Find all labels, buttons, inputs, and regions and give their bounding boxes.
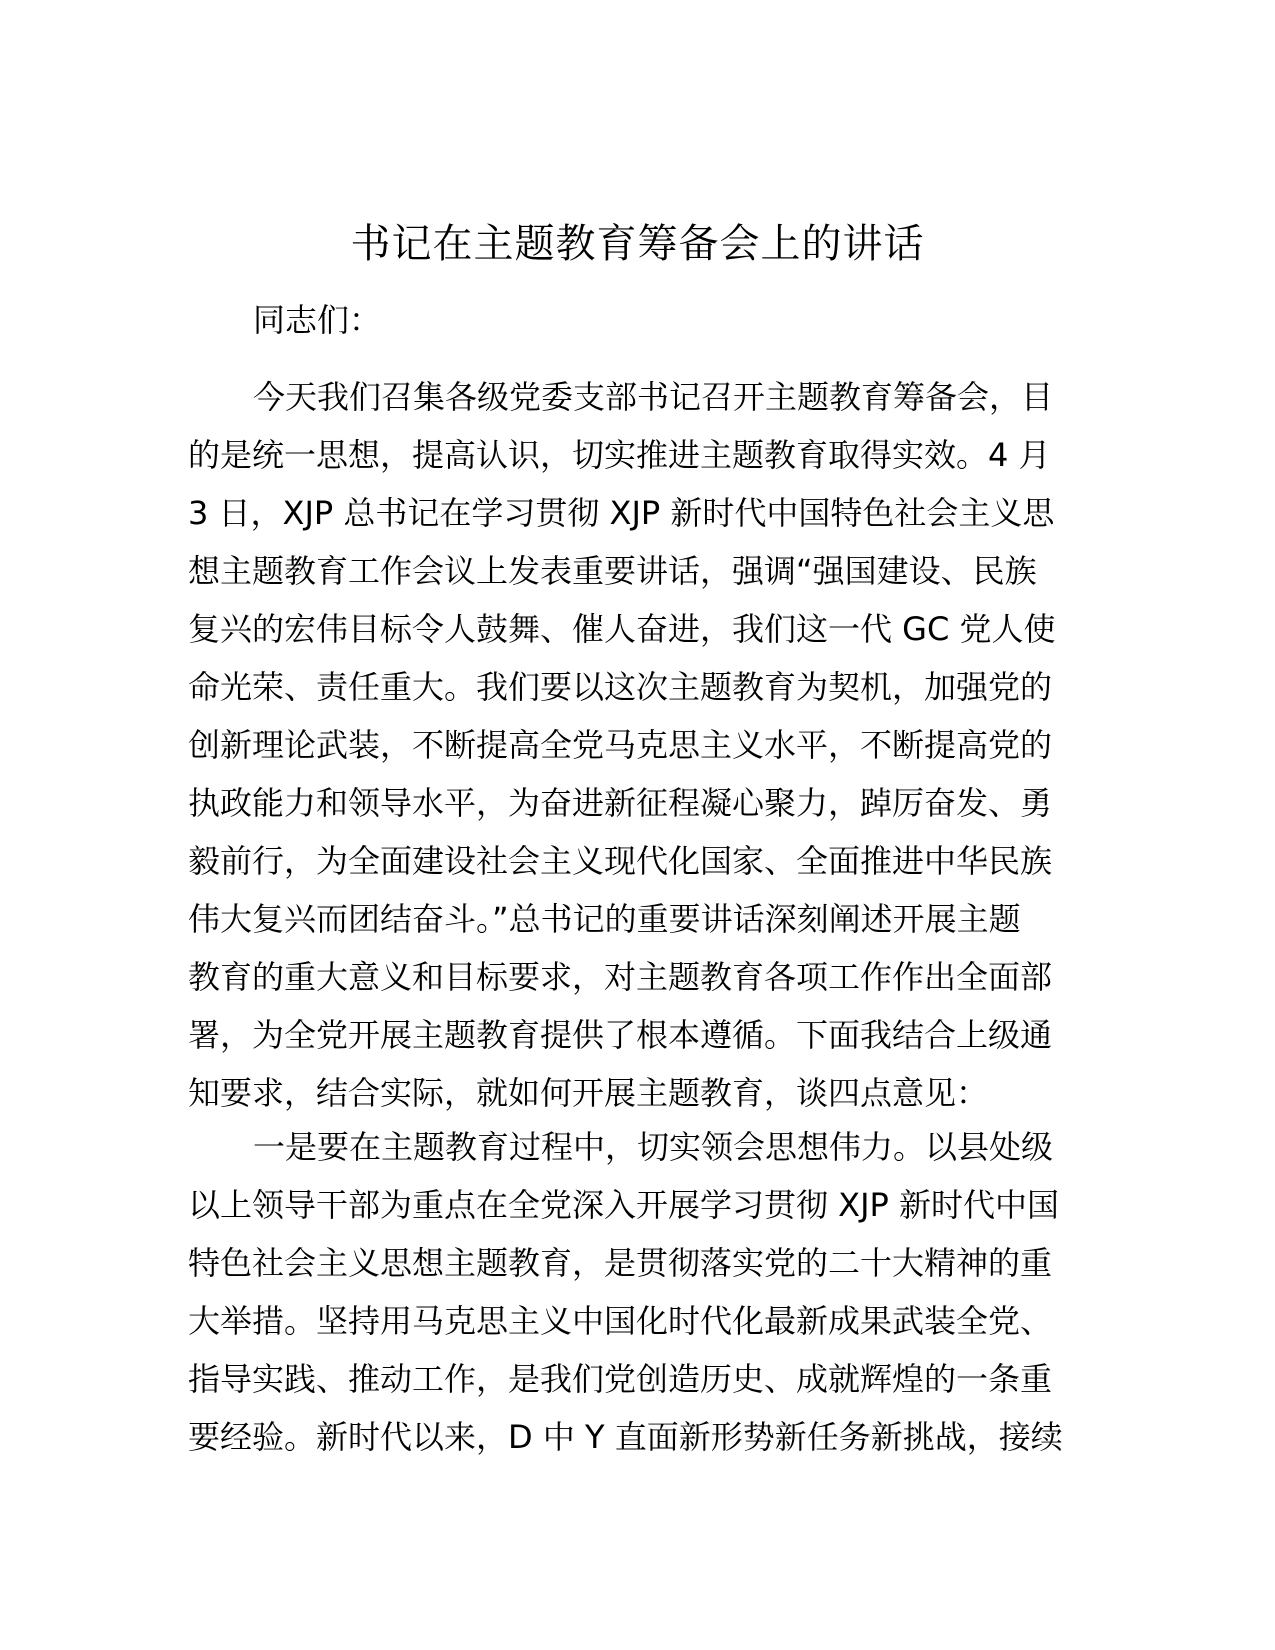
paragraph-line: 教育的重大意义和目标要求，对主题教育各项工作作出全面部 <box>188 958 1053 996</box>
paragraph-line: 一是要在主题教育过程中，切实领会思想伟力。以县处级 <box>253 1128 1054 1166</box>
paragraph-line: 以上领导干部为重点在全党深入开展学习贯彻 XJP 新时代中国 <box>188 1186 1060 1224</box>
paragraph-line: 署，为全党开展主题教育提供了根本遵循。下面我结合上级通 <box>188 1016 1053 1054</box>
paragraph-line: 特色社会主义思想主题教育，是贯彻落实党的二十大精神的重 <box>188 1244 1053 1282</box>
paragraph <box>188 368 1088 1122</box>
paragraph-line: 要经验。新时代以来，D 中 Y 直面新形势新任务新挑战，接续 <box>188 1418 1063 1456</box>
document-title: 书记在主题教育筹备会上的讲话 <box>350 221 925 267</box>
salutation: 同志们： <box>253 301 382 339</box>
paragraph-line: 的是统一思想，提高认识，切实推进主题教育取得实效。4 月 <box>188 436 1051 474</box>
paragraph <box>188 1118 1088 1466</box>
paragraph-line: 想主题教育工作会议上发表重要讲话，强调“强国建设、民族 <box>188 552 1037 590</box>
paragraph-line: 大举措。坚持用马克思主义中国化时代化最新成果武装全党、 <box>188 1302 1053 1340</box>
paragraph-line: 命光荣、责任重大。我们要以这次主题教育为契机，加强党的 <box>188 668 1053 706</box>
paragraph-line: 3 日，XJP 总书记在学习贯彻 XJP 新时代中国特色社会主义思 <box>188 494 1055 532</box>
paragraph-line: 执政能力和领导水平，为奋进新征程凝心聚力，踔厉奋发、勇 <box>188 784 1053 822</box>
paragraph-line: 今天我们召集各级党委支部书记召开主题教育筹备会，目 <box>253 378 1054 416</box>
paragraph-line: 伟大复兴而团结奋斗。”总书记的重要讲话深刻阐述开展主题 <box>188 900 1021 938</box>
paragraph-line: 创新理论武装，不断提高全党马克思主义水平，不断提高党的 <box>188 726 1053 764</box>
paragraph-line: 复兴的宏伟目标令人鼓舞、催人奋进，我们这一代 GC 党人使 <box>188 610 1056 648</box>
paragraph-line: 指导实践、推动工作，是我们党创造历史、成就辉煌的一条重 <box>188 1360 1053 1398</box>
paragraph-line: 知要求，结合实际，就如何开展主题教育，谈四点意见： <box>188 1074 989 1112</box>
paragraph-line: 毅前行，为全面建设社会主义现代化国家、全面推进中华民族 <box>188 842 1053 880</box>
